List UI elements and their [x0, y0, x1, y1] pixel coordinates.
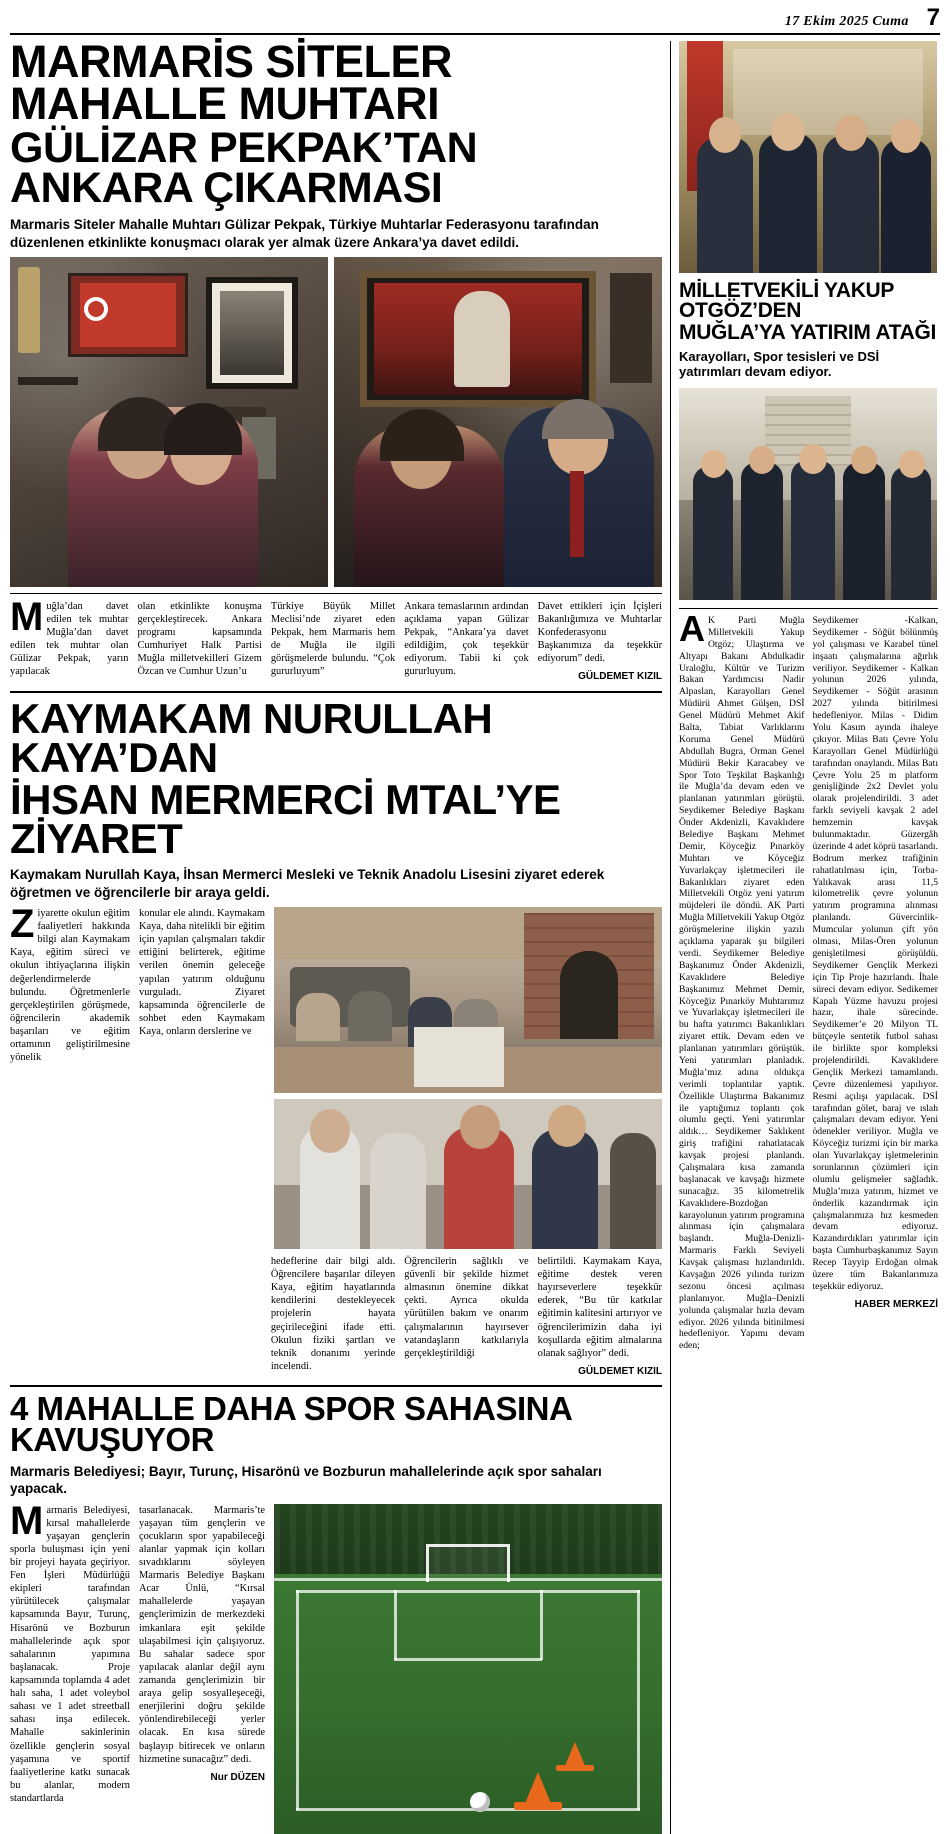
page-number: 7: [926, 4, 940, 31]
article2-col1: Ziyarette okulun eğitim faaliyetleri hakkında bilgi alan Kaymakam Kaya, eğitim süreci ve okulun ihtiyaçlarına ilişkin değerlendirmelerde bulundu. Öğretmenlerle gerçekleştirilen görüşmede, öğrencilerin akademik başarıları ve eğitim ortamının geliştirilmesine yönelik: [10, 902, 130, 1064]
article1-col1: Muğla’dan davet edilen tek muhtar Muğla’dan davet edilen tek muhtar olan Gülizar Pekpak, yarın yapılacak: [10, 594, 129, 678]
issue-date: 17 Ekim 2025 Cuma: [784, 14, 909, 29]
article4-col1: AK Parti Muğla Milletvekili Yakup Otgöz; Ulaştırma ve Altyapı Bakanı Abdulkadir Uraloğlu, Kültür ve Turizm Bakan Yardımcısı Nadir Alpaslan, Karayolları Genel Müdürü Ahmet Gülşen, DSİ Genel Müdürü Mehmet Akif Balta, Tabiat Varlıklarını Koruma Genel Müdürü Abdullah Bugra, Orman Genel Müdürü Bekir Karacabey ve Spor Toto Teşkilat Başkanlığı ile Muğla’da devam eden ve planlanan yatırımları görüştü. Seydikemer Belediye Başkanı Önder Akdenizli, Kavaklıdere Belediye Başkanı Mehmet Demir, Köyceğiz Pınarköy Muhtarı ve Köyceğiz Yuvarlakçay işletmecileri ile Bakanlıkları ziyaret eden Milletvekili Otgöz yeni yatırım müjdeleri ile döndü. AK Parti Muğla Milletvekili Yakup Otgöz görüşmelerine ilişkin yazılı açıklama yaparak şu bilgileri verdi. Seydikemer Belediye Başkanımız Önder Akdenizli, Kavaklıdere Belediye Başkanımız Mehmet Demir, Köyceğiz Pınarköy Muhtarımız ve Yuvarlakçay işletmecileri ile bu hafta yatırımcı Bakanlıkları ziyaret ettik. Devam eden ve planlanan yatırımları görüştük. Yeni yatırımları planladık. Muğla’mız adına oldukça verimli toplantılar yaptık. Özellikle Ulaştırma Bakanımız ile yaptığımız toplantı çok olumlu geçti. Yeni yatırımlar aldık… Seydikemer Saklıkent giriş trafiğini rahatlatacak kavşak projesi planlandı. Çalışmalara kısa zamanda başlanacak ve kavşağı hizmete sunacağız. 35 kilometrelik Kavaklıdere-Bozdoğan karayolunun yatırım programına alınması için çalışmalara başlandı. Muğla-Denizli-Marmaris Farklı Seviyeli Kavşak çalışması hızlandırıldı. Kavşağın 2026 yılında turizm sezonu öncesi açılması planlanıyor. Muğla–Denizli yolunda çalışmalar hızla devam ediyor. 2026 yılında bitinilmesi hedefleniyor. Yapımı devam eden;: [679, 608, 805, 1352]
article2-col2: konular ele alındı. Kaymakam Kaya, daha nitelikli bir eğitim için yapılan çalışmaları takdir ettiğini belirterek, eğitime verilen önemin geleceğe yapılan yatırım olduğunu vurguladı. Ziyaret kapsamında öğrencilerle de sohbet eden Kaymakam Kaya, onların derslerine ve: [139, 908, 265, 1037]
article1-col3: Türkiye Büyük Millet Meclisi’nde ziyaret eden Pekpak, hem Marmaris hem de Muğla ile ilgili görüşmelerde bulundu. “Çok gururluyum”: [270, 600, 396, 678]
article4-headline-line1: MİLLETVEKİLİ YAKUP OTGÖZ’DEN: [679, 279, 894, 322]
article1-headline-line2: GÜLİZAR PEKPAK’TAN ANKARA ÇIKARMASI: [10, 123, 478, 212]
article2-headline-line2: İHSAN MERMERCİ MTAL’YE ZİYARET: [10, 775, 561, 862]
article3-headline: 4 MAHALLE DAHA SPOR SAHASINA KAVUŞUYOR: [10, 1389, 572, 1458]
article2-col4: Öğrencilerin sağlıklı ve güvenli bir şekilde hizmet almasının önemine dikkat çekti. Ayrıca okulda yürütülen bakım ve onarım çalışmalarının hayırsever vatandaşların katkılarıyla gerçekleştirildiği: [404, 1256, 529, 1359]
article4-byline: HABER MERKEZİ: [854, 1298, 938, 1310]
article1-headline-line1: MARMARİS SİTELER MAHALLE MUHTARI: [10, 36, 452, 130]
article3-byline: Nur DÜZEN: [210, 1771, 265, 1783]
article1-col5: Davet ettikleri için İçişleri Bakanlığımıza ve Muhtarlar Konfederasyonu Başkanımıza da teşekkür ediyorum” dedi.: [537, 600, 663, 665]
article1-deck: Marmaris Siteler Mahalle Muhtarı Gülizar Pekpak, Türkiye Muhtarlar Federasyonu tarafından düzenlenen etkinlikte konuşmacı olarak yer almak üzere Ankara’ya davet edildi.: [10, 217, 599, 250]
article-spor-sahasi: [10, 1389, 662, 1834]
article4-col2: Seydikemer -Kalkan, Seydikemer - Söğüt bölünmüş yol çalışması ve Karabel tünel inşaatı çalışmalarına ağırlık veriliyor. Seydikemer - Kalkan yolunun 2026 yılında, Seydikemer - Söğüt arasının 2027 yılında bitirilmesi hedefleniyor. Milas - Didim Yolu Kasım ayında ihaleye çıkıyor. Milas Batı Çevre Yolu Karayolları Genel Müdürlüğü tarafından onaylandı. Milas Batı Çevre Yolu 25 m platform genişliğinde 2x2 Devlet yolu olarak projelendirildi. 3 adet farklı seviyeli kavşak 2 adel hemzemin kavşak bulunmaktadır. Güzergâh üzerinde 4 adet köprü tasarlandı. Bodrum merkez trafiğinin rahatlatılması için, Torba-Yalıkavak arası 11,5 kilometrelik çevre yolunun yatırım programına alınması planlandı. Güvercinlik-Mumcular yolunun çift yön olması, Milas-Ören yolunun genişletilmesi görüşüldü. Seydikemer Gençlik Merkezi için Tip Proje hazırlandı. İhale süreci devam ediyor. Sedikemer Kapalı Yüzme havuzu projesi hazır, ihale sürecinde. Seydikemer’e 20 Milyon TL bütçeyle sentetik futbol sahası ile birlikte spor kompleksi projelendirildi. Kavaklıdere Gençlik Merkezi tamamlandı. Çevre düzenlemesi yapılıyor. Resmi açılışı yapılacak. DSİ tarafından gölet, baraj ve ıslah çalışmaları devam ediyor. Yeni ödenekler veriliyor. Muğla ve Köyceğiz turizmi için bir marka olan Yuvarlakçay işletmelerinin sorunlarının çözümleri için olumlu gelişmeler sağladık. Muğla’mıza yatırım, hizmet ve önderlik kazandırmak için çalışmalarımıza hız kesmeden devam ediyoruz. Kazandırdıkları yatırımlar için başta Cumhurbaşkanımız Sayın Recep Tayyip Erdoğan olmak üzere tüm Bakanlarımıza teşekkür ediyoruz.: [812, 615, 938, 1292]
photo-milletvekili-bakan: [679, 41, 937, 273]
article3-col2: tasarlanacak. Marmaris’te yaşayan tüm gençlerin ve çocukların spor yapabileceği alanlar yapmak için kolları sıvadıklarını söyleyen Marmaris Belediye Başkanı Acar Ünlü, “Kırsal mahallelerde yaşayan gençlerimizin de merkezdeki imkanlara eşit şekilde ulaşabilmesi için çalışıyoruz. Bu sahalar sadece spor yapılacak alanlar değil aynı zamanda gençlerimizin bir araya gelip sosyalleşeceği, enerjilerini doğru şekilde yönlendirebileceği yerler olacak. En kısa sürede başlayıp bitirecek ve onların hizmetine sunacağız” dedi.: [139, 1504, 265, 1765]
right-column: [670, 41, 938, 1834]
article-muhtar-ankara: [10, 36, 663, 685]
photo-heyet-merdiven: [679, 388, 937, 600]
article1-col4: Ankara temaslarının ardından açıklama yapan Gülizar Pekpak, “Ankara’ya davet edildiğim, çok teşekkür ediyorum. Tabii ki çok gururluyum.: [404, 600, 529, 678]
left-column: [10, 36, 663, 1834]
masthead: [10, 6, 940, 35]
article1-byline: GÜLDEMET KIZIL: [578, 671, 663, 683]
article1-col2: olan etkinlikte konuşma gerçekleştirecek. Ankara programı kapsamında Cumhuriyet Halk Partisi Muğla milletvekilleri Gizem Özcan ve Cumhur Uzun’u: [137, 600, 262, 678]
article2-bottom-columns: [10, 1255, 662, 1379]
photo-muhtar-milletvekili: [334, 257, 662, 587]
article2-col3: hedeflerine dair bilgi aldı. Öğrencilere başarılar dileyen Kaya, eğitim hayatlarında kendilerini destekleyecek projelerin hayata geçirileceğini ifade etti. Okulun fiziki şartları ve teknik donanımı yerinde incelendi.: [270, 1256, 396, 1372]
article4-deck: Karayolları, Spor tesisleri ve DSİ yatırımları devam ediyor.: [679, 348, 880, 380]
article1-photo-row: [10, 257, 662, 587]
article2-col5: belirtildi. Kaymakam Kaya, eğitime destek veren hayırseverlere teşekkür ederek, “Bu tür katkılar eğitimin kalitesini artırıyor ve öğrencilerimizin daha iyi koşullarda eğitim almalarına olanak sağlıyor” dedi.: [537, 1256, 663, 1359]
article2-content: [10, 902, 662, 1249]
article3-col1: Marmaris Belediyesi, kırsal mahallelerde yaşayan gençlerin sporla buluşması için yeni bir projeyi hayata geçiriyor. Fen İşleri Müdürlüğü ekipleri tarafından yürütülecek çalışmalar kapsamında Bayır, Turunç, Hisarönü ve Bozburun mahallelerinde açık spor sahalarının yapımına başlanacak. Proje kapsamında toplamda 4 adet halı saha, 1 adet voleybol sahası ve 1 adet streetball sahası inşa edilecek. Mahalle sakinlerinin özellikle gençlerin sosyal yaşamına ve sportif faaliyetlerine katkı sunacak bu alanlar, modern standartlarda: [10, 1498, 130, 1804]
article3-content: [10, 1498, 662, 1834]
article2-deck: Kaymakam Nurullah Kaya, İhsan Mermerci Mesleki ve Teknik Anadolu Lisesini ziyaret ederek öğretmen ve öğrencilerle bir araya geldi.: [10, 867, 605, 900]
article2-byline: GÜLDEMET KIZIL: [578, 1365, 663, 1377]
article4-headline-line2: MUĞLA’YA YATIRIM ATAĞI: [679, 320, 937, 344]
photo-okul-ziyaret: [274, 907, 662, 1093]
photo-spor-sahasi: [274, 1504, 662, 1834]
article1-columns: [10, 594, 663, 685]
article3-deck: Marmaris Belediyesi; Bayır, Turunç, Hisarönü ve Bozburun mahallelerinde açık spor sahaları yapacak.: [10, 1464, 602, 1497]
article2-headline-line1: KAYMAKAM NURULLAH KAYA’DAN: [10, 694, 493, 782]
article-kaymakam-ziyaret: [10, 694, 663, 1379]
photo-okul-atolye: [274, 1099, 662, 1249]
photo-muhtar-office: [10, 257, 328, 587]
article4-columns: [679, 608, 938, 1358]
